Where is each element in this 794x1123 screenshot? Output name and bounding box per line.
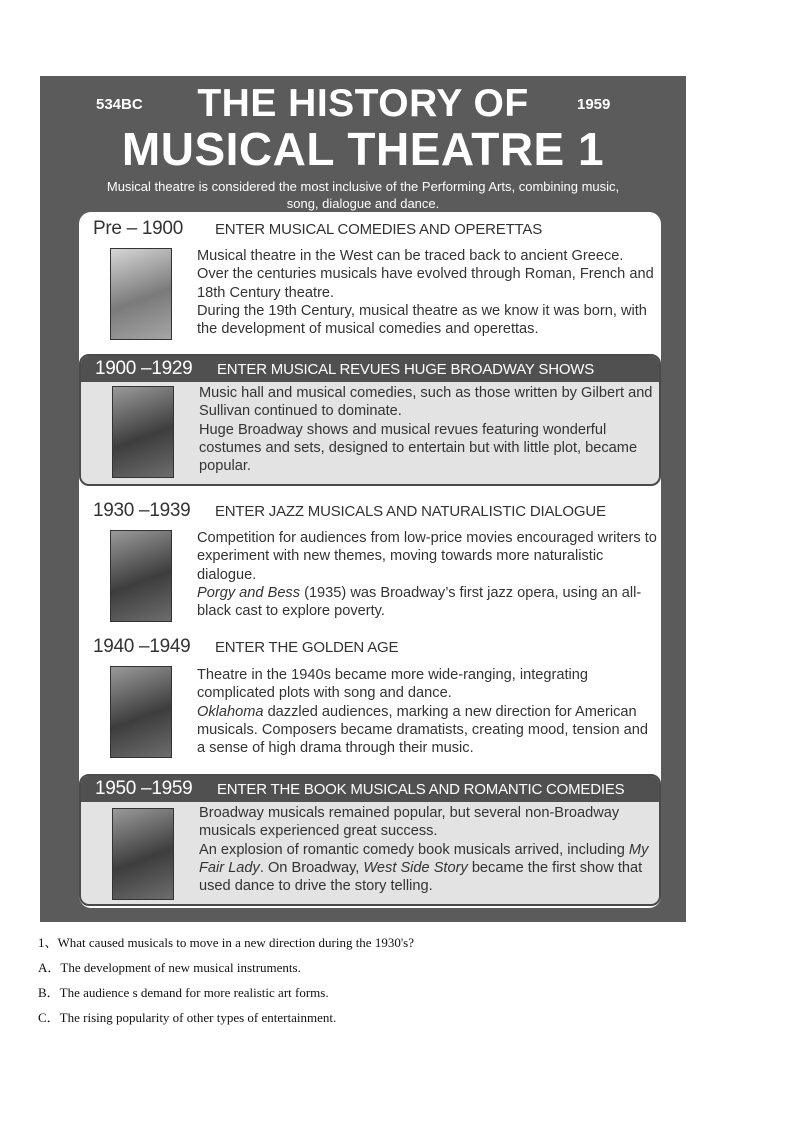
- porgy-and-bess-poster-image: [110, 530, 172, 622]
- section-header: [79, 498, 661, 524]
- section-heading: ENTER THE BOOK MUSICALS AND ROMANTIC COMEDIES: [217, 780, 625, 798]
- show-title: My Fair Lady: [199, 841, 649, 876]
- section-1900-1929: [79, 354, 661, 486]
- section-paragraph: Theatre in the 1940s became more wide-ranging, integrating complicated plots with song and dance.: [197, 667, 589, 702]
- question-stem: 1、What caused musicals to move in a new direction during the 1930's?: [38, 935, 414, 950]
- section-paragraph: Music hall and musical comedies, such as those written by Gilbert and Sullivan continued to dominate.: [199, 385, 653, 420]
- show-title: West Side Story: [363, 859, 468, 876]
- section-body: [197, 529, 657, 620]
- section-1930-1939: [79, 498, 661, 628]
- section-heading: ENTER THE GOLDEN AGE: [215, 638, 399, 656]
- section-header: [79, 216, 661, 242]
- section-heading: ENTER MUSICAL REVUES HUGE BROADWAY SHOWS: [217, 360, 595, 378]
- section-period: Pre – 1900: [93, 218, 183, 239]
- broadway-show-poster-image: [112, 386, 174, 478]
- section-header: [79, 634, 661, 660]
- section-paragraph: An explosion of romantic comedy book musicals arrived, including My Fair Lady. On Broadway, West Side Story became the first show that used dance to drive the story telling.: [199, 841, 649, 895]
- beggars-opera-poster-image: [110, 248, 172, 340]
- section-heading: ENTER MUSICAL COMEDIES AND OPERETTAS: [215, 220, 543, 238]
- section-1950-1959: [79, 774, 661, 906]
- year-start: 534BC: [96, 96, 143, 113]
- section-paragraph: Competition for audiences from low-price movies encouraged writers to experiment with new themes, moving towards more naturalistic dialogue.: [197, 530, 657, 583]
- section-header: [81, 776, 659, 802]
- section-1940-1949: [79, 634, 661, 758]
- section-paragraph: Musical theatre in the West can be traced back to ancient Greece. Over the centuries musicals have evolved through Roman, French and 18th Century theatre.: [197, 248, 654, 301]
- section-body: [199, 384, 659, 475]
- timeline-panel: [79, 212, 661, 908]
- section-period: 1930 –1939: [93, 500, 191, 521]
- section-paragraph: Porgy and Bess (1935) was Broadway’s first jazz opera, using an all-black cast to explore poverty.: [197, 584, 642, 620]
- section-body: [199, 804, 659, 895]
- section-heading: ENTER JAZZ MUSICALS AND NATURALISTIC DIALOGUE: [215, 502, 606, 520]
- oklahoma-poster-image: [110, 666, 172, 758]
- answer-option-b[interactable]: B．The audience s demand for more realistic art forms.: [38, 985, 329, 1000]
- section-paragraph: During the 19th Century, musical theatre as we know it was born, with the development of musical comedies and operettas.: [197, 302, 647, 338]
- section-period: 1900 –1929: [95, 358, 193, 379]
- show-title: Porgy and Bess: [197, 584, 301, 601]
- poster-subtitle: Musical theatre is considered the most inclusive of the Performing Arts, combining music, song, dialogue and dance.: [106, 179, 620, 211]
- poster-title-line2: MUSICAL THEATRE 1: [121, 123, 605, 175]
- section-period: 1950 –1959: [95, 778, 193, 799]
- poster-title-line1: THE HISTORY OF: [197, 82, 529, 125]
- section-period: 1940 –1949: [93, 636, 191, 657]
- answer-option-a[interactable]: A．The development of new musical instruments.: [38, 960, 301, 975]
- guys-and-dolls-poster-image: [112, 808, 174, 900]
- answer-option-c[interactable]: C．The rising popularity of other types of entertainment.: [38, 1010, 337, 1025]
- show-title: Oklahoma: [197, 703, 264, 720]
- section-pre-1900: [79, 216, 661, 342]
- section-body: [197, 666, 657, 757]
- section-paragraph: Oklahoma dazzled audiences, marking a new direction for American musicals. Composers became dramatists, creating mood, tension and a sense of high drama through their music.: [197, 703, 648, 757]
- section-paragraph: Broadway musicals remained popular, but several non-Broadway musicals experienced great success.: [199, 805, 620, 840]
- section-paragraph: Huge Broadway shows and musical revues featuring wonderful costumes and sets, designed to entertain but with little plot, became popular.: [199, 421, 638, 475]
- section-body: [197, 247, 657, 338]
- poster: [40, 76, 686, 922]
- year-end: 1959: [577, 96, 611, 113]
- section-header: [81, 356, 659, 382]
- question-block: [38, 934, 758, 1034]
